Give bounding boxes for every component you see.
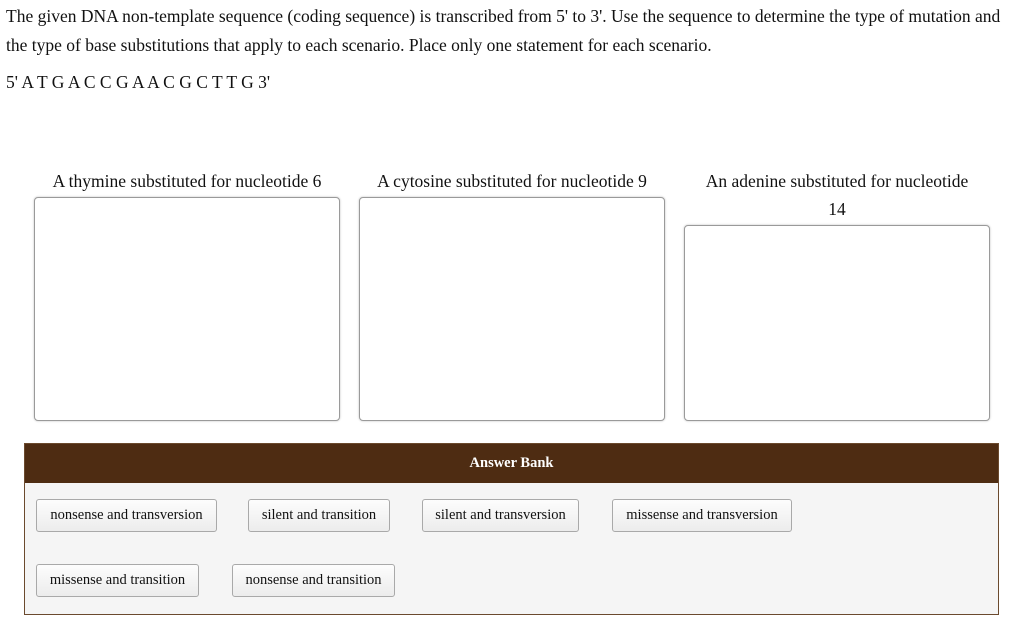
answer-bank bbox=[24, 443, 999, 615]
scenario-label-1: A thymine substituted for nucleotide 6 bbox=[52, 171, 322, 191]
dna-sequence: 5' A T G A C C G A A C G C T T G 3' bbox=[6, 72, 271, 92]
answer-bank-title: Answer Bank bbox=[25, 444, 998, 483]
scenario-label-3: An adenine substituted for nucleotide 14 bbox=[705, 171, 969, 219]
drop-zone-3[interactable] bbox=[684, 225, 990, 421]
answer-chip-nonsense-transition[interactable]: nonsense and transition bbox=[232, 564, 395, 597]
answer-chip-silent-transversion[interactable]: silent and transversion bbox=[422, 499, 579, 532]
drop-zone-2[interactable] bbox=[359, 197, 665, 421]
scenario-label-2: A cytosine substituted for nucleotide 9 bbox=[377, 171, 647, 191]
drop-zone-1[interactable] bbox=[34, 197, 340, 421]
answer-chip-missense-transversion[interactable]: missense and transversion bbox=[612, 499, 792, 532]
answer-chip-missense-transition[interactable]: missense and transition bbox=[36, 564, 199, 597]
question-text: The given DNA non-template sequence (coding sequence) is transcribed from 5' to 3'. Use the sequence to determine the type of mutation and the type of base substitutions that apply to each scenario. Place only one statement for each scenario. bbox=[6, 6, 1001, 55]
answer-chip-silent-transition[interactable]: silent and transition bbox=[248, 499, 390, 532]
answer-chip-nonsense-transversion[interactable]: nonsense and transversion bbox=[36, 499, 217, 532]
